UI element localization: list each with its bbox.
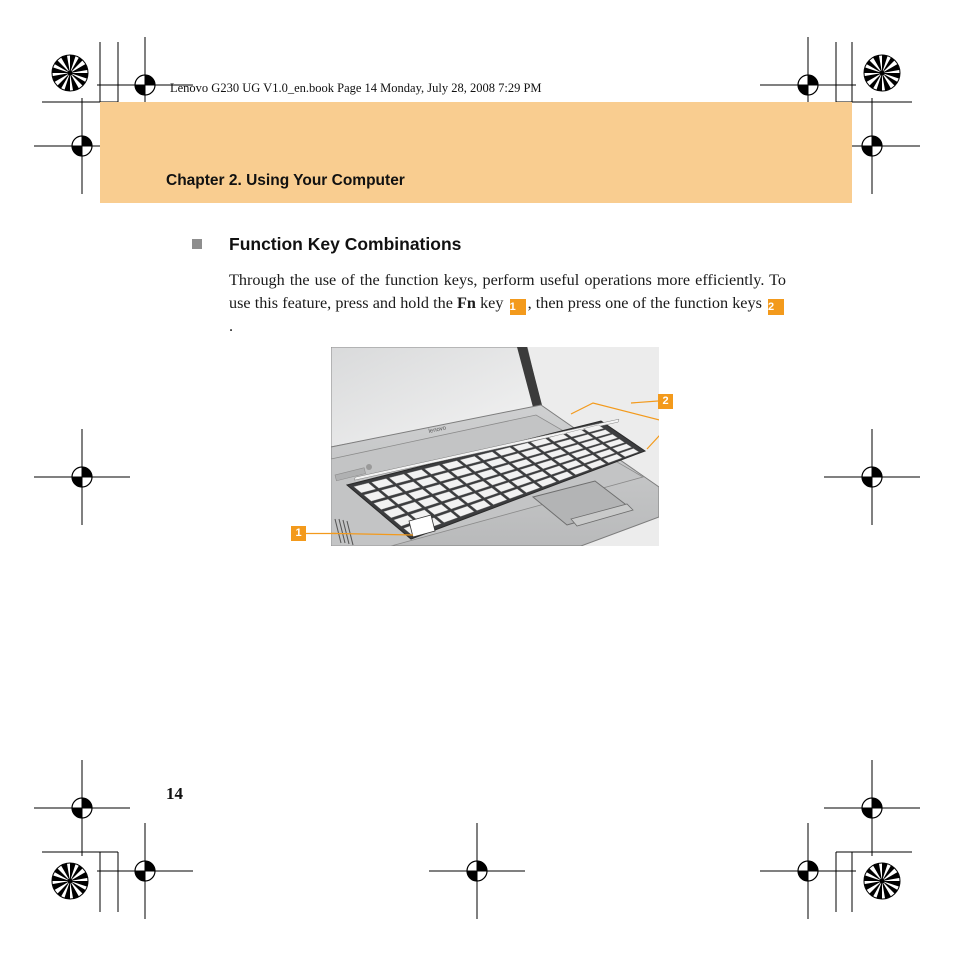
chapter-title: Chapter 2. Using Your Computer <box>166 172 405 189</box>
print-slug-line: Lenovo G230 UG V1.0_en.book Page 14 Monday, July 28, 2008 7:29 PM <box>170 81 542 95</box>
callout-leader-1 <box>306 532 336 536</box>
figure-callout-1: 1 <box>291 526 306 541</box>
figure-callout-2: 2 <box>658 394 673 409</box>
callout-badge-1: 1 <box>510 299 526 315</box>
square-bullet-icon <box>192 239 202 249</box>
laptop-illustration <box>331 347 659 546</box>
para-text-1: Through the use of the function keys, perform useful operations more efficiently. To use this feature, press and hold the <box>229 271 786 312</box>
lenovo-brand-label: lenovo <box>428 425 447 435</box>
section-heading: Function Key Combinations <box>229 234 462 254</box>
para-text-4: . <box>229 317 234 335</box>
body-paragraph <box>229 269 786 338</box>
callout-badge-2: 2 <box>768 299 784 315</box>
laptop-keyboard-figure <box>331 347 669 546</box>
fn-key-label: Fn <box>457 294 476 312</box>
para-text-2: key <box>475 294 508 312</box>
page-number: 14 <box>166 784 183 803</box>
para-text-3: , then press one of the function keys <box>527 294 767 312</box>
